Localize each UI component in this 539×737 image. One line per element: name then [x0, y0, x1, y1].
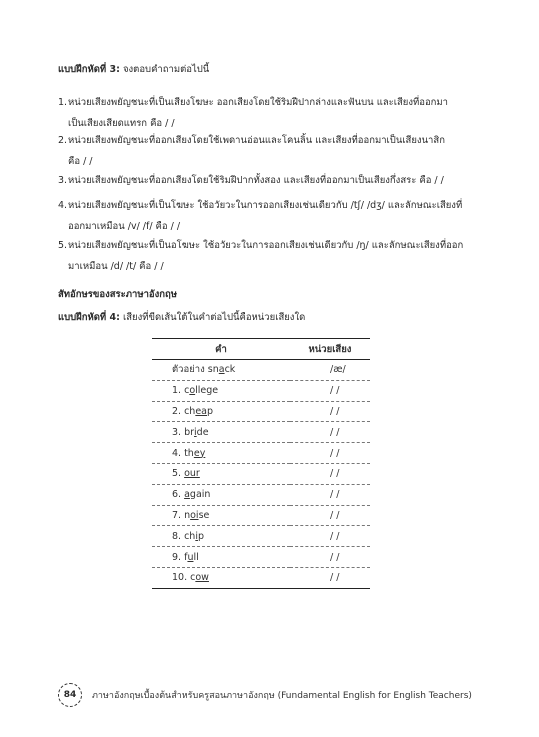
sound-cell: / / — [290, 401, 370, 422]
table-row — [152, 422, 370, 443]
word-cell — [152, 401, 290, 422]
underlined-vowel: a — [184, 489, 190, 501]
table-row — [152, 360, 370, 381]
word-suffix: se — [198, 509, 210, 521]
word-cell — [152, 360, 290, 381]
word-cell — [152, 526, 290, 547]
exercise3-label: แบบฝึกหัดที่ 3: — [58, 64, 120, 75]
sound-cell: / / — [290, 526, 370, 547]
exercise3-question-1: 1.หน่วยเสียงพยัญชนะที่เป็นเสียงโฆษะ ออกเสียงโดยใช้ริมฝีปากล่างและฟันบน และเสียงที่ออกมา เป็นเสียงเสียดแทรก คือ / / — [58, 97, 449, 129]
word-suffix: gain — [189, 489, 211, 501]
page-footer — [58, 683, 472, 707]
table-row — [152, 380, 370, 401]
sound-cell: / / — [290, 505, 370, 526]
section-title: สัทอักษรของสระภาษาอังกฤษ — [58, 289, 178, 300]
footer-book-title: ภาษาอังกฤษเบื้องต้นสำหรับครูสอนภาษาอังกฤษ (Fundamental English for English Teachers) — [92, 691, 472, 701]
word-cell — [152, 484, 290, 505]
table-row — [152, 547, 370, 568]
exercise3-question-2: 2.หน่วยเสียงพยัญชนะที่ออกเสียงโดยใช้เพดานอ่อนและโคนลิ้น และเสียงที่ออกมาเป็นเสียงนาสิก คือ / / — [58, 135, 445, 167]
word-cell — [152, 547, 290, 568]
word-prefix: 5. — [172, 468, 185, 480]
exercise4-label: แบบฝึกหัดที่ 4: — [58, 312, 120, 323]
column-header-word: คำ — [152, 339, 290, 360]
vowel-worksheet-table — [152, 338, 370, 589]
table-row — [152, 526, 370, 547]
underlined-vowel: u — [187, 551, 194, 563]
exercise3-instruction: จงตอบคำถามต่อไปนี้ — [122, 64, 210, 75]
word-suffix: llege — [195, 385, 219, 397]
underlined-vowel: our — [184, 468, 200, 480]
sound-cell: / / — [290, 380, 370, 401]
word-prefix: 2. ch — [172, 405, 196, 417]
sound-cell: / / — [290, 567, 370, 588]
word-suffix: de — [196, 426, 209, 438]
sound-cell: / / — [290, 484, 370, 505]
word-prefix: 3. br — [172, 426, 195, 438]
page-number-badge: 84 — [58, 683, 82, 707]
underlined-vowel: i — [194, 426, 197, 438]
table-header-row — [152, 339, 370, 360]
exercise3-heading — [58, 62, 209, 77]
column-header-sound: หน่วยเสียง — [290, 339, 370, 360]
underlined-vowel: ey — [193, 447, 206, 459]
word-cell — [152, 443, 290, 464]
exercise3-question-3: 3.หน่วยเสียงพยัญชนะที่ออกเสียงโดยใช้ริมฝีปากทั้งสอง และเสียงที่ออกมาเป็นเสียงกึ่งสระ คือ / / — [58, 175, 444, 186]
word-suffix: ll — [193, 551, 199, 563]
exercise3-question-5: 5.หน่วยเสียงพยัญชนะที่เป็นอโฆษะ ใช้อวัยวะในการออกเสียงเช่นเดียวกับ /ŋ/ และลักษณะเสียงที่ออก มาเหมือน /d/ /t/ คือ / / — [58, 240, 464, 272]
word-prefix: 6. — [172, 489, 185, 501]
word-suffix: p — [207, 405, 214, 417]
table-row — [152, 401, 370, 422]
word-prefix: 4. th — [172, 447, 194, 459]
table-body — [152, 360, 370, 589]
word-prefix: 8. ch — [172, 530, 196, 542]
word-cell — [152, 463, 290, 484]
table-row — [152, 484, 370, 505]
word-prefix: ตัวอย่าง sn — [172, 364, 219, 376]
sound-cell: / / — [290, 422, 370, 443]
word-prefix: 10. c — [172, 572, 196, 584]
underlined-vowel: oi — [190, 509, 199, 521]
underlined-vowel: ea — [195, 405, 207, 417]
exercise4-instruction: เสียงที่ขีดเส้นใต้ในคำต่อไปนี้คือหน่วยเสียงใด — [122, 312, 306, 323]
table-row — [152, 567, 370, 588]
word-prefix: 9. f — [172, 551, 188, 563]
sound-cell: / / — [290, 463, 370, 484]
underlined-vowel: o — [189, 385, 196, 397]
word-prefix: 1. c — [172, 385, 190, 397]
word-cell — [152, 380, 290, 401]
table-row — [152, 443, 370, 464]
sound-cell: /æ/ — [290, 360, 370, 381]
table-row — [152, 505, 370, 526]
exercise3-question-4: 4.หน่วยเสียงพยัญชนะที่เป็นโฆษะ ใช้อวัยวะในการออกเสียงเช่นเดียวกับ /tʃ/ /dʒ/ และลักษณะเสียงที่ ออกมาเหมือน /v/ /f/ คือ / / — [58, 200, 463, 232]
word-suffix: ck — [224, 364, 236, 376]
table-row — [152, 463, 370, 484]
word-cell — [152, 505, 290, 526]
sound-cell: / / — [290, 547, 370, 568]
underlined-vowel: a — [218, 364, 225, 376]
sound-cell: / / — [290, 443, 370, 464]
underlined-vowel: i — [195, 530, 198, 542]
word-cell — [152, 567, 290, 588]
word-prefix: 7. n — [172, 509, 191, 521]
word-suffix: p — [197, 530, 204, 542]
exercise4-heading — [58, 310, 305, 325]
underlined-vowel: ow — [195, 572, 209, 584]
word-cell — [152, 422, 290, 443]
